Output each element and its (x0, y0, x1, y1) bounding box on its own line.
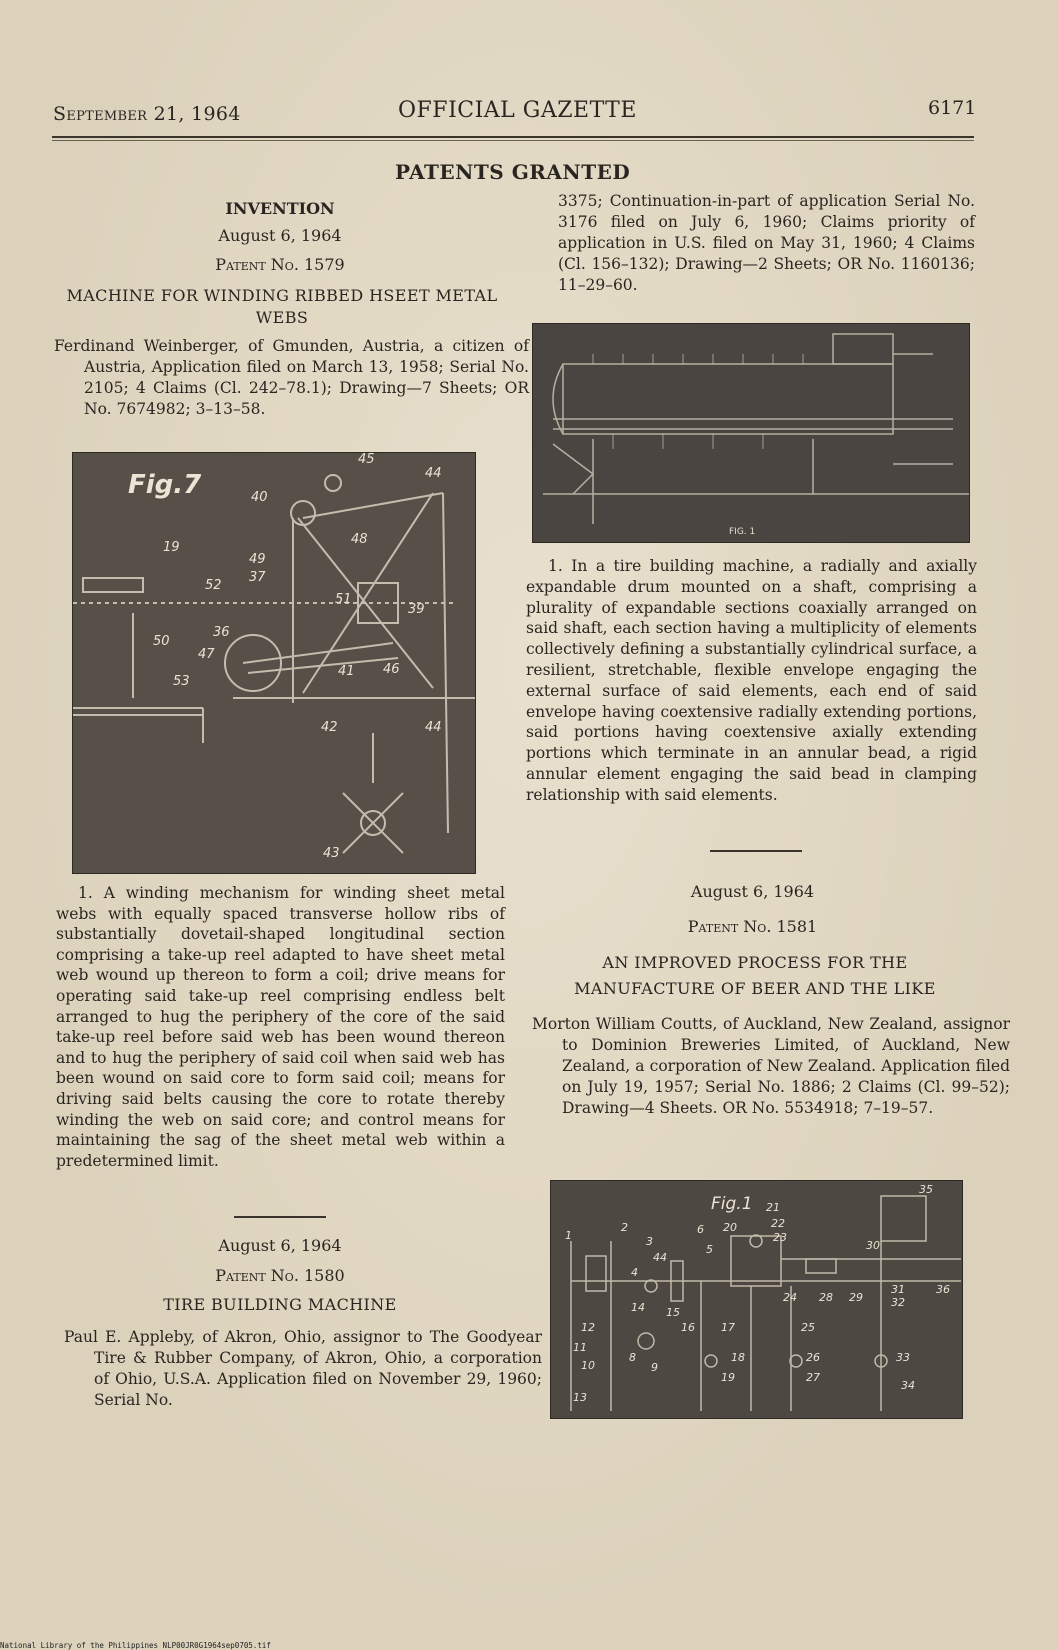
header-publication: OFFICIAL GAZETTE (398, 98, 637, 123)
fig1-label-beer: Fig.1 (711, 1194, 753, 1214)
fig1-reference-numbers (565, 1183, 950, 1404)
patent-1580-title: TIRE BUILDING MACHINE (163, 1295, 397, 1314)
fig1-ref-27: 27 (806, 1371, 820, 1384)
patent-1580-applicant-continued: 3375; Continuation-in-part of application Serial No. 3176 filed on July 6, 1960; Claims priority of application in U.S. filed on May 31, 1960; 4 Claims (Cl. 156–132); Drawing—2 Sheets; OR No. 1160136; 11–29–60. (558, 192, 975, 294)
fig7-ref-40: 40 (251, 490, 268, 505)
fig1-ref-4: 4 (631, 1266, 638, 1279)
fig1-ref-3: 3 (646, 1235, 653, 1248)
section-title: PATENTS GRANTED (395, 160, 631, 184)
fig1-ref-10: 10 (581, 1359, 595, 1372)
fig1-ref-20: 20 (723, 1221, 737, 1234)
fig1-ref-32: 32 (891, 1296, 905, 1309)
patent-1581-applicant: Morton William Coutts, of Auckland, New Zealand, assignor to Dominion Breweries Limited, of Auckland, New Zealand, a corporation of New Zealand. Application filed on July 19, 1957; Serial No. 1886; 2 Claims (Cl. 99–52); Drawing—4 Sheets. OR No. 5534918; 7–19–57. (532, 1015, 1010, 1117)
separator-rule-right (710, 850, 802, 852)
fig1-ref-25: 25 (801, 1321, 815, 1334)
patent-1580-date: August 6, 1964 (218, 1236, 342, 1255)
fig1-ref-17: 17 (721, 1321, 735, 1334)
patent-1580-applicant: Paul E. Appleby, of Akron, Ohio, assignor to The Goodyear Tire & Rubber Company, of Akron, Ohio, a corporation of Ohio, U.S.A. Application filed on November 29, 1960; Serial No. (64, 1328, 542, 1409)
fig1-ref-8: 8 (629, 1351, 636, 1364)
header-page-number: 6171 (928, 97, 977, 119)
brewing-process-diagram (551, 1181, 962, 1418)
fig7-label: Fig.7 (128, 470, 202, 500)
fig1-ref-28: 28 (819, 1291, 833, 1304)
patent-1579-date: August 6, 1964 (218, 226, 342, 245)
fig1-ref-12: 12 (581, 1321, 595, 1334)
patent-1579-applicant: Ferdinand Weinberger, of Gmunden, Austria, a citizen of Austria, Application filed on March 13, 1958; Serial No. 2105; 4 Claims (Cl. 242–78.1); Drawing—7 Sheets; OR No. 7674982; 3–13–58. (54, 337, 529, 418)
fig7-ref-19: 19 (163, 540, 180, 555)
fig1-ref-9: 9 (651, 1361, 658, 1374)
header-rule (52, 136, 974, 138)
fig7-ref-41: 41 (338, 664, 355, 679)
fig1-ref-44: 44 (653, 1251, 667, 1264)
fig7-ref-45: 45 (358, 453, 375, 467)
fig1-ref-11: 11 (573, 1341, 587, 1354)
patent-1580-figure (532, 323, 970, 543)
patent-1579-category: INVENTION (225, 199, 335, 218)
fig1-ref-5: 5 (706, 1243, 713, 1256)
header-date: September 21, 1964 (53, 103, 241, 125)
fig7-ref-42: 42 (321, 720, 338, 735)
fig1-ref-22: 22 (771, 1217, 785, 1230)
fig7-reference-numbers (153, 453, 442, 861)
fig1-ref-34: 34 (901, 1379, 915, 1392)
fig1-ref-19: 19 (721, 1371, 735, 1384)
fig1-ref-23: 23 (773, 1231, 787, 1244)
patent-1579-number: Patent No. 1579 (215, 255, 345, 274)
fig1-ref-33: 33 (896, 1351, 910, 1364)
patent-1579-claim: 1. A winding mechanism for winding sheet metal webs with equally spaced transverse hollow ribs of substantially dovetail-shaped longitudinal section comprising a take-up reel adapted to have sheet metal web wound up thereon to form a coil; drive means for operating said take-up reel comprising endless belt arranged to hug the periphery of the core of the said take-up reel before said web has been wound thereon and to hug the periphery of said coil when said web has been wound on said core to form said coil; means for driving said belts causing the core to rotate thereby winding the web on said core; and control means for maintaining the sag of the sheet metal web within a predetermined limit. (56, 884, 505, 1170)
patent-1581-number: Patent No. 1581 (687, 917, 818, 936)
fig7-ref-49: 49 (249, 552, 266, 567)
fig1-ref-31: 31 (891, 1283, 905, 1296)
fig7-ref-39: 39 (408, 602, 425, 617)
fig7-ref-47: 47 (198, 647, 215, 662)
fig1-ref-2: 2 (621, 1221, 628, 1234)
tire-drum-drawing (533, 324, 969, 542)
fig1-label-tire: FIG. 1 (729, 527, 756, 537)
winding-machine-drawing (73, 453, 475, 873)
fig7-ref-48: 48 (351, 532, 368, 547)
fig7-ref-46: 46 (383, 662, 400, 677)
fig1-ref-35: 35 (919, 1183, 933, 1196)
scan-footer: National Library of the Philippines NLP00JR0G1964sep0705.tif (0, 1641, 271, 1650)
separator-rule-left (234, 1216, 326, 1218)
header-rule-thin (52, 140, 974, 141)
fig1-ref-16: 16 (681, 1321, 695, 1334)
patent-1581-title: AN IMPROVED PROCESS FOR THE MANUFACTURE OF BEER AND THE LIKE (574, 953, 936, 998)
fig1-ref-29: 29 (849, 1291, 863, 1304)
fig7-ref-43: 43 (323, 846, 340, 861)
fig7-ref-51: 51 (335, 592, 352, 607)
fig1-ref-6: 6 (697, 1223, 704, 1236)
fig1-ref-14: 14 (631, 1301, 645, 1314)
fig1-ref-26: 26 (806, 1351, 820, 1364)
fig1-ref-24: 24 (783, 1291, 797, 1304)
fig7-ref-52: 52 (205, 578, 222, 593)
fig1-ref-18: 18 (731, 1351, 745, 1364)
patent-1580-claim: 1. In a tire building machine, a radially and axially expandable drum mounted on a shaft, comprising a plurality of expandable sections coaxially arranged on said shaft, each section having a multiplicity of elements collectively defining a substantially cylindrical surface, a resilient, stretchable, flexible envelope engaging the external surface of said elements, each end of said envelope having coextensive radially extending portions, said portions having coextensive axially extending portions which terminate in an annular bead, a rigid annular element engaging the said bead in clamping relationship with said elements. (526, 557, 977, 804)
patent-1581-date: August 6, 1964 (690, 882, 815, 901)
patent-1579-title: MACHINE FOR WINDING RIBBED HSEET METAL WEBS (66, 286, 498, 327)
fig7-ref-53: 53 (173, 674, 190, 689)
fig7-ref-37: 37 (249, 570, 266, 585)
fig1-ref-1: 1 (565, 1229, 572, 1242)
fig7-ref-44b: 44 (425, 720, 442, 735)
patent-1581-figure (550, 1180, 963, 1419)
fig7-ref-44: 44 (425, 466, 442, 481)
fig1-ref-21: 21 (766, 1201, 780, 1214)
fig7-ref-36: 36 (213, 625, 230, 640)
fig1-ref-13: 13 (573, 1391, 587, 1404)
fig1-ref-15: 15 (666, 1306, 680, 1319)
fig1-ref-30: 30 (866, 1239, 880, 1252)
fig7-ref-50: 50 (153, 634, 170, 649)
patent-1579-figure (72, 452, 476, 874)
patent-1580-number: Patent No. 1580 (215, 1266, 345, 1285)
fig1-ref-36: 36 (936, 1283, 950, 1296)
